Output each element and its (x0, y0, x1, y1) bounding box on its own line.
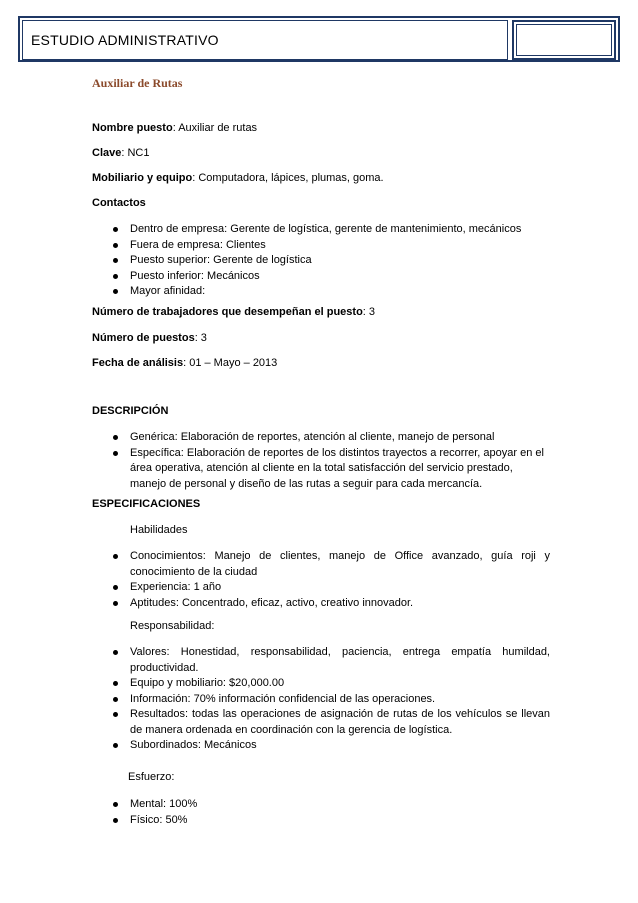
list-item: Equipo y mobiliario: $20,000.00 (92, 676, 550, 692)
fecha-value: : 01 – Mayo – 2013 (183, 357, 278, 369)
clave-value: : NC1 (121, 147, 150, 159)
esfuerzo-label: Esfuerzo: (128, 771, 175, 783)
clave (92, 147, 149, 159)
descripcion-list (92, 430, 550, 492)
list-item: Específica: Elaboración de reportes de los distintos trayectos a recorrer, apoyar en el área operativa, atención al cliente en la total satisfacción del servicio prestado, manejo de personal y diseño de las rutas a seguir para cada mercancía. (92, 446, 550, 493)
nombre-puesto-label: Nombre puesto (92, 122, 173, 134)
list-item: Físico: 50% (92, 813, 550, 829)
puestos-label: Número de puestos (92, 332, 195, 344)
puestos-value: : 3 (194, 332, 207, 344)
list-item: Subordinados: Mecánicos (92, 738, 550, 754)
trabajadores (92, 306, 375, 318)
trabajadores-value: : 3 (362, 306, 376, 318)
habilidades-label: Habilidades (130, 524, 188, 536)
list-item: Mental: 100% (92, 797, 550, 813)
mobiliario-value: : Computadora, lápices, plumas, goma. (192, 172, 384, 184)
document-title: Auxiliar de Rutas (92, 76, 183, 90)
list-item: Conocimientos: Manejo de clientes, manejo de Office avanzado, guía roji y conocimiento de la ciudad (92, 549, 550, 580)
descripcion-label: DESCRIPCIÓN (92, 405, 169, 417)
especificaciones-label: ESPECIFICACIONES (92, 498, 201, 510)
contactos-label: Contactos (92, 197, 146, 209)
trabajadores-label: Número de trabajadores que desempeñan el puesto (92, 306, 363, 318)
list-item: Información: 70% información confidencial de las operaciones. (92, 692, 550, 708)
list-item: Dentro de empresa: Gerente de logística, gerente de mantenimiento, mecánicos (92, 222, 562, 238)
list-item: Fuera de empresa: Clientes (92, 238, 562, 254)
list-item: Resultados: todas las operaciones de asignación de rutas de los vehículos se llevan de manera ordenada en coordinación con la gerencia de logística. (92, 707, 550, 738)
header-decorative-box (512, 20, 616, 60)
list-item: Aptitudes: Concentrado, eficaz, activo, creativo innovador. (92, 596, 550, 612)
mobiliario-label: Mobiliario y equipo (92, 172, 193, 184)
responsabilidad-label: Responsabilidad: (130, 620, 215, 632)
list-item: Genérica: Elaboración de reportes, atención al cliente, manejo de personal (92, 430, 550, 446)
responsabilidad-list (92, 645, 550, 754)
contactos-list (92, 222, 562, 300)
puestos (92, 332, 207, 344)
fecha-label: Fecha de análisis (92, 357, 184, 369)
esfuerzo-list (92, 797, 550, 828)
mobiliario (92, 172, 384, 184)
list-item: Puesto inferior: Mecánicos (92, 269, 562, 285)
clave-label: Clave (92, 147, 122, 159)
habilidades-list (92, 549, 550, 611)
list-item: Experiencia: 1 año (92, 580, 550, 596)
nombre-puesto (92, 122, 257, 134)
nombre-puesto-value: : Auxiliar de rutas (172, 122, 258, 134)
list-item: Puesto superior: Gerente de logística (92, 253, 562, 269)
fecha-analisis (92, 357, 277, 369)
list-item: Mayor afinidad: (92, 284, 562, 300)
header-title: ESTUDIO ADMINISTRATIVO (22, 20, 508, 60)
list-item: Valores: Honestidad, responsabilidad, paciencia, entrega empatía humildad, productividad. (92, 645, 550, 676)
